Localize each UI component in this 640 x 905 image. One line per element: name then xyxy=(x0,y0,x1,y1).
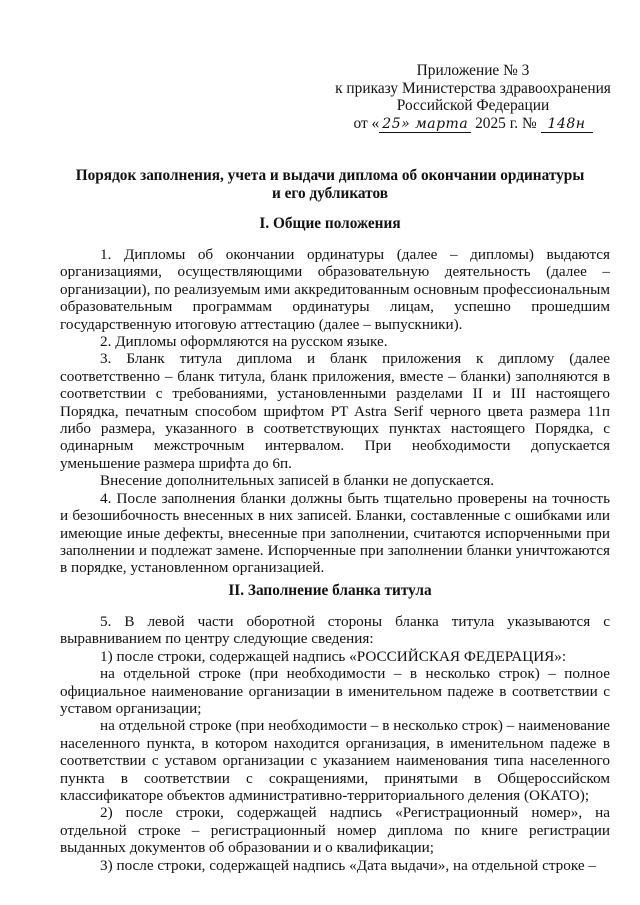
paragraph: 3. Бланк титула диплома и бланк приложения к диплому (далее соответственно – бланк титула, бланк приложения, вместе – бланки) заполняются в соответствии с требованиями, установленными разделами II и III настоящего Порядка, печатным способом шрифтом PT Astra Serif черного цвета размера 11п либо размера, указанного в соответствующих пунктах настоящего Порядка, с одинарным межстрочным интервалом. При необходимости допускается уменьшение размера шрифта до 6п. xyxy=(60,350,610,472)
document-title xyxy=(60,167,600,203)
paragraph: Внесение дополнительных записей в бланки не допускается. xyxy=(100,472,494,490)
paragraph: 5. В левой части оборотной стороны бланка титула указываются с выравниванием по центру следующие сведения: xyxy=(60,613,610,648)
section2-body xyxy=(60,613,610,874)
date-prefix: от « xyxy=(353,114,380,132)
appendix-date-line xyxy=(330,115,616,133)
paragraph: на отдельной строке (при необходимости – в несколько строк) – наименование населенного пункта, в котором находится организация, в именительном падеже в соответствии с уставом организации с указанием наименования типа населенного пункта в соответствии с сокращениями, принятыми в Общероссийском классификаторе объектов административно-территориального деления (ОКАТО); xyxy=(60,717,610,805)
section1-body xyxy=(60,246,610,577)
paragraph: 4. После заполнения бланки должны быть тщательно проверены на точность и безошибочность внесенных в них записей. Бланки, составленные с ошибками или имеющие иные дефекты, внесенные при заполнении, считаются испорченными при заполнении и подлежат замене. Испорченные при заполнении бланки уничтожаются в порядке, установленном организацией. xyxy=(60,489,610,577)
paragraph: на отдельной строке (при необходимости – в несколько строк) – полное официальное наименование организации в именительном падеже в соответствии с уставом организации; xyxy=(60,665,610,718)
appendix-federation: Российской Федерации xyxy=(396,97,550,114)
section2-heading: II. Заполнение бланка титула xyxy=(228,582,432,599)
document-title-line2: и его дубликатов xyxy=(272,185,388,202)
appendix-header xyxy=(330,62,616,133)
date-suffix: 2025 г. № xyxy=(471,114,541,132)
paragraph: 2. Дипломы оформляются на русском языке. xyxy=(100,333,388,351)
handwritten-number: 148н xyxy=(541,117,593,133)
handwritten-date: 25» марта xyxy=(379,117,471,133)
document-title-line1: Порядок заполнения, учета и выдачи диплома об окончании ординатуры xyxy=(75,167,585,184)
section1-heading: I. Общие положения xyxy=(259,215,401,232)
paragraph: 3) после строки, содержащей надпись «Дата выдачи», на отдельной строке – xyxy=(100,856,596,874)
paragraph: 2) после строки, содержащей надпись «Регистрационный номер», на отдельной строке – регистрационный номер диплома по книге регистрации выданных документов об образовании и о квалификации; xyxy=(60,804,610,857)
paragraph: 1) после строки, содержащей надпись «РОССИЙСКАЯ ФЕДЕРАЦИЯ»: xyxy=(100,647,567,665)
paragraph: 1. Дипломы об окончании ординатуры (далее – дипломы) выдаются организациями, осуществляющими образовательную деятельность (далее – организации), по реализуемым ими аккредитованным основным профессиональным образовательным программам ординатуры лицам, успешно прошедшим государственную итоговую аттестацию (далее – выпускники). xyxy=(60,246,610,333)
appendix-order-ref: к приказу Министерства здравоохранения xyxy=(335,79,611,97)
appendix-number: Приложение № 3 xyxy=(416,62,530,79)
